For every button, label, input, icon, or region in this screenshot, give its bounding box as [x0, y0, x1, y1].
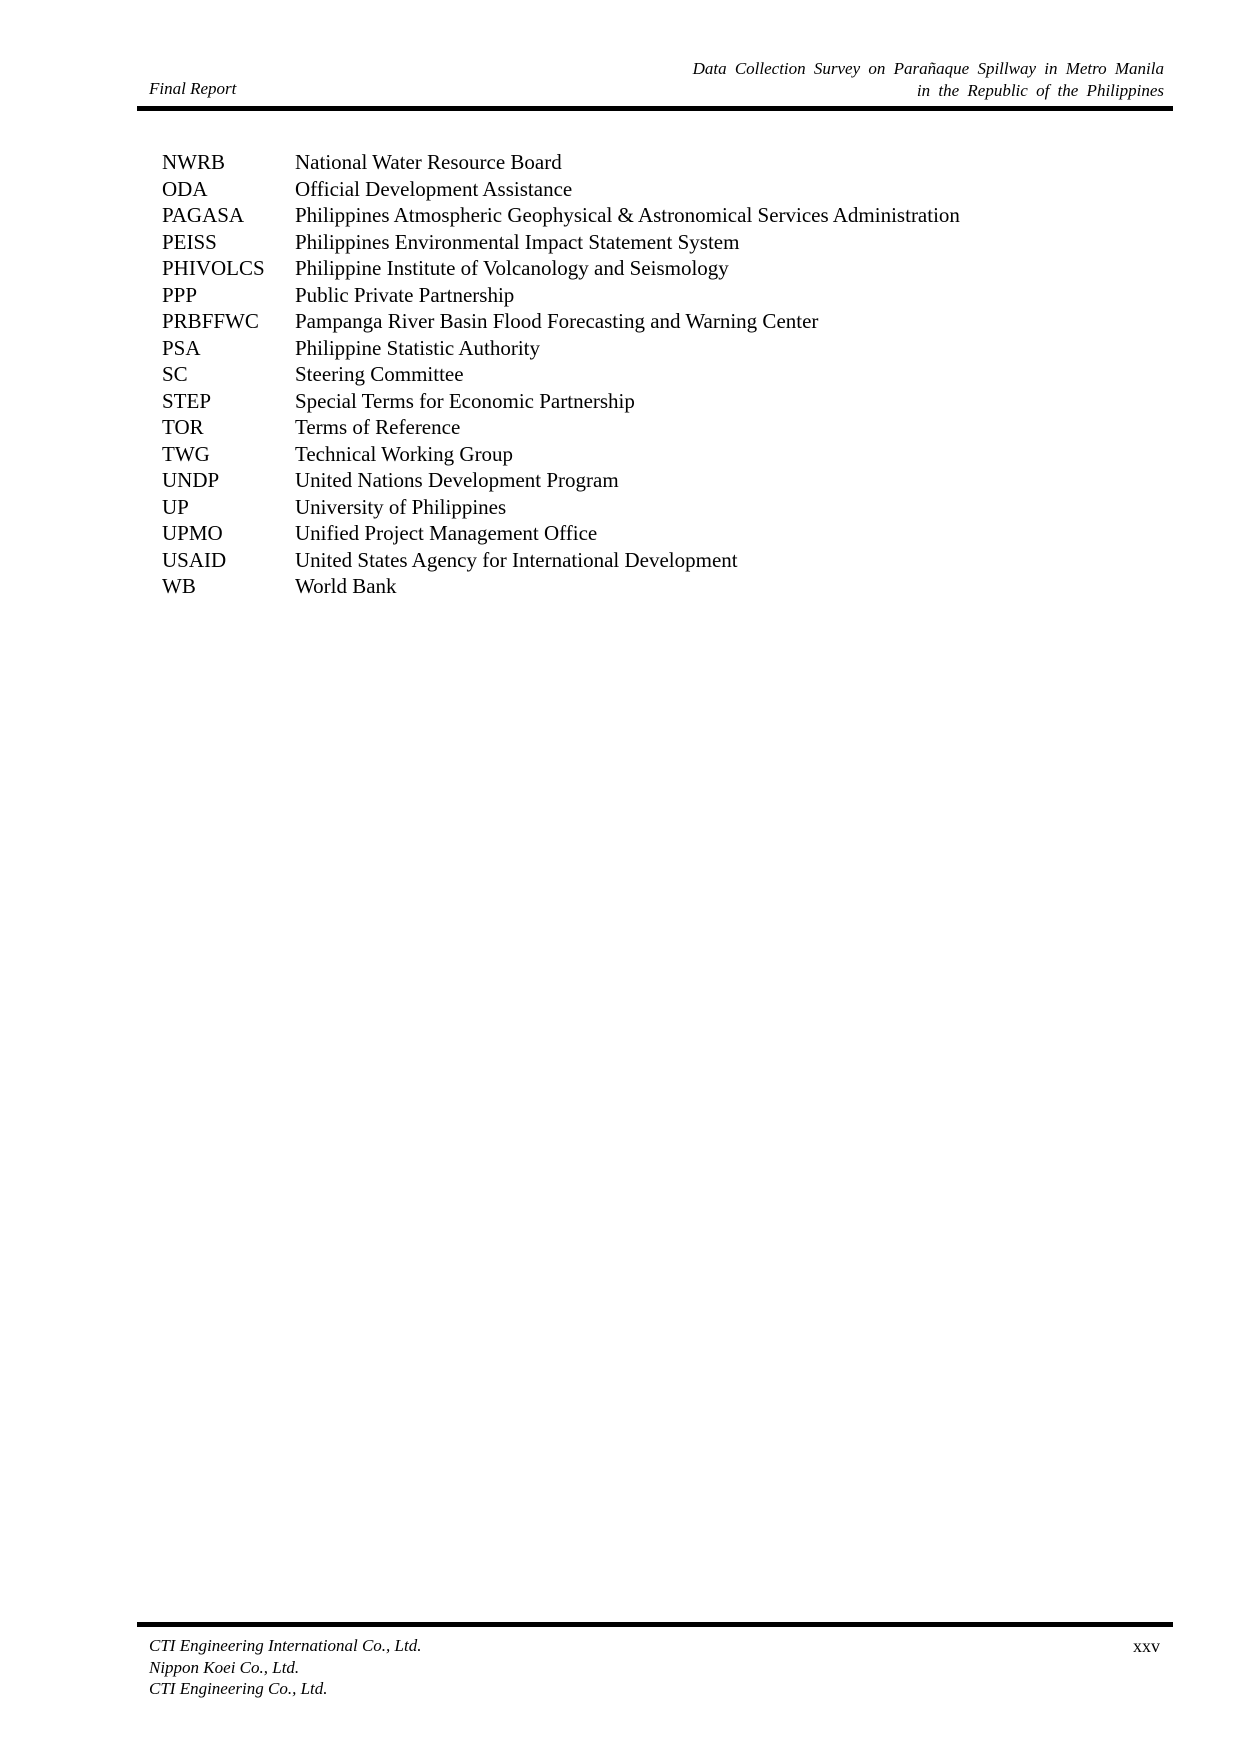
abbreviation-term: TOR [162, 415, 204, 439]
abbreviation-definition: Philippines Atmospheric Geophysical & Astronomical Services Administration [295, 203, 960, 227]
abbreviation-term: PRBFFWC [162, 309, 259, 333]
abbreviation-definition: Philippine Institute of Volcanology and Seismology [295, 256, 729, 280]
footer-company-list [149, 1635, 421, 1700]
abbreviation-row [162, 388, 1162, 415]
abbreviation-term: TWG [162, 441, 210, 466]
abbreviation-term: PSA [162, 335, 201, 360]
abbreviation-row [162, 202, 1162, 229]
header-report-title: Final Report [149, 79, 237, 98]
abbreviation-row [162, 308, 1162, 335]
header-divider [137, 106, 1173, 111]
abbreviation-definition: United Nations Development Program [295, 468, 619, 492]
page-number: xxv [1133, 1636, 1160, 1656]
abbreviation-definition: Pampanga River Basin Flood Forecasting and Warning Center [295, 309, 819, 333]
abbreviation-term: UP [162, 494, 189, 519]
abbreviation-term: UPMO [162, 521, 223, 545]
abbreviation-term: SC [162, 362, 188, 386]
abbreviation-row [162, 547, 1162, 574]
abbreviation-definition: Unified Project Management Office [295, 521, 598, 545]
abbreviation-term: PEISS [162, 229, 217, 254]
abbreviation-row [162, 467, 1162, 494]
abbreviation-term: NWRB [162, 150, 225, 174]
header-survey-title-line2: in the Republic of the Philippines [916, 81, 1164, 100]
abbreviation-definition: University of Philippines [295, 494, 507, 519]
abbreviation-row [162, 520, 1162, 547]
abbreviation-row [162, 494, 1162, 521]
abbreviation-definition: World Bank [295, 574, 397, 598]
header-survey-title-line1: Data Collection Survey on Parañaque Spillway in Metro Manila [692, 59, 1164, 78]
abbreviation-row [162, 361, 1162, 388]
abbreviation-row [162, 255, 1162, 282]
abbreviation-definition: Official Development Assistance [295, 176, 573, 201]
abbreviation-term: PPP [162, 282, 198, 307]
abbreviation-row [162, 176, 1162, 203]
abbreviation-row [162, 335, 1162, 362]
abbreviation-term: ODA [162, 176, 208, 201]
abbreviation-row [162, 149, 1162, 176]
abbreviation-term: WB [162, 574, 196, 598]
abbreviation-list [162, 149, 1162, 600]
abbreviation-definition: Public Private Partnership [295, 282, 515, 307]
abbreviation-row [162, 414, 1162, 441]
abbreviation-definition: National Water Resource Board [295, 150, 562, 174]
abbreviation-row [162, 441, 1162, 468]
abbreviation-definition: United States Agency for International Development [295, 547, 738, 572]
footer-company-name: CTI Engineering Co., Ltd. [149, 1679, 328, 1698]
abbreviation-definition: Technical Working Group [295, 441, 514, 466]
footer-divider [137, 1622, 1173, 1627]
abbreviation-row [162, 229, 1162, 256]
abbreviation-row [162, 282, 1162, 309]
abbreviation-term: STEP [162, 388, 212, 413]
abbreviation-term: PHIVOLCS [162, 256, 265, 280]
abbreviation-definition: Special Terms for Economic Partnership [295, 388, 635, 413]
abbreviation-definition: Terms of Reference [295, 415, 461, 439]
header-survey-title [464, 58, 1164, 102]
abbreviation-term: USAID [162, 547, 227, 572]
footer-company-name: Nippon Koei Co., Ltd. [149, 1657, 300, 1677]
abbreviation-term: UNDP [162, 468, 220, 492]
abbreviation-definition: Steering Committee [295, 362, 464, 386]
abbreviation-definition: Philippine Statistic Authority [295, 335, 541, 360]
abbreviation-row [162, 573, 1162, 600]
abbreviation-definition: Philippines Environmental Impact Statement System [295, 229, 740, 254]
footer-company-name: CTI Engineering International Co., Ltd. [149, 1636, 422, 1655]
abbreviation-term: PAGASA [162, 203, 245, 227]
